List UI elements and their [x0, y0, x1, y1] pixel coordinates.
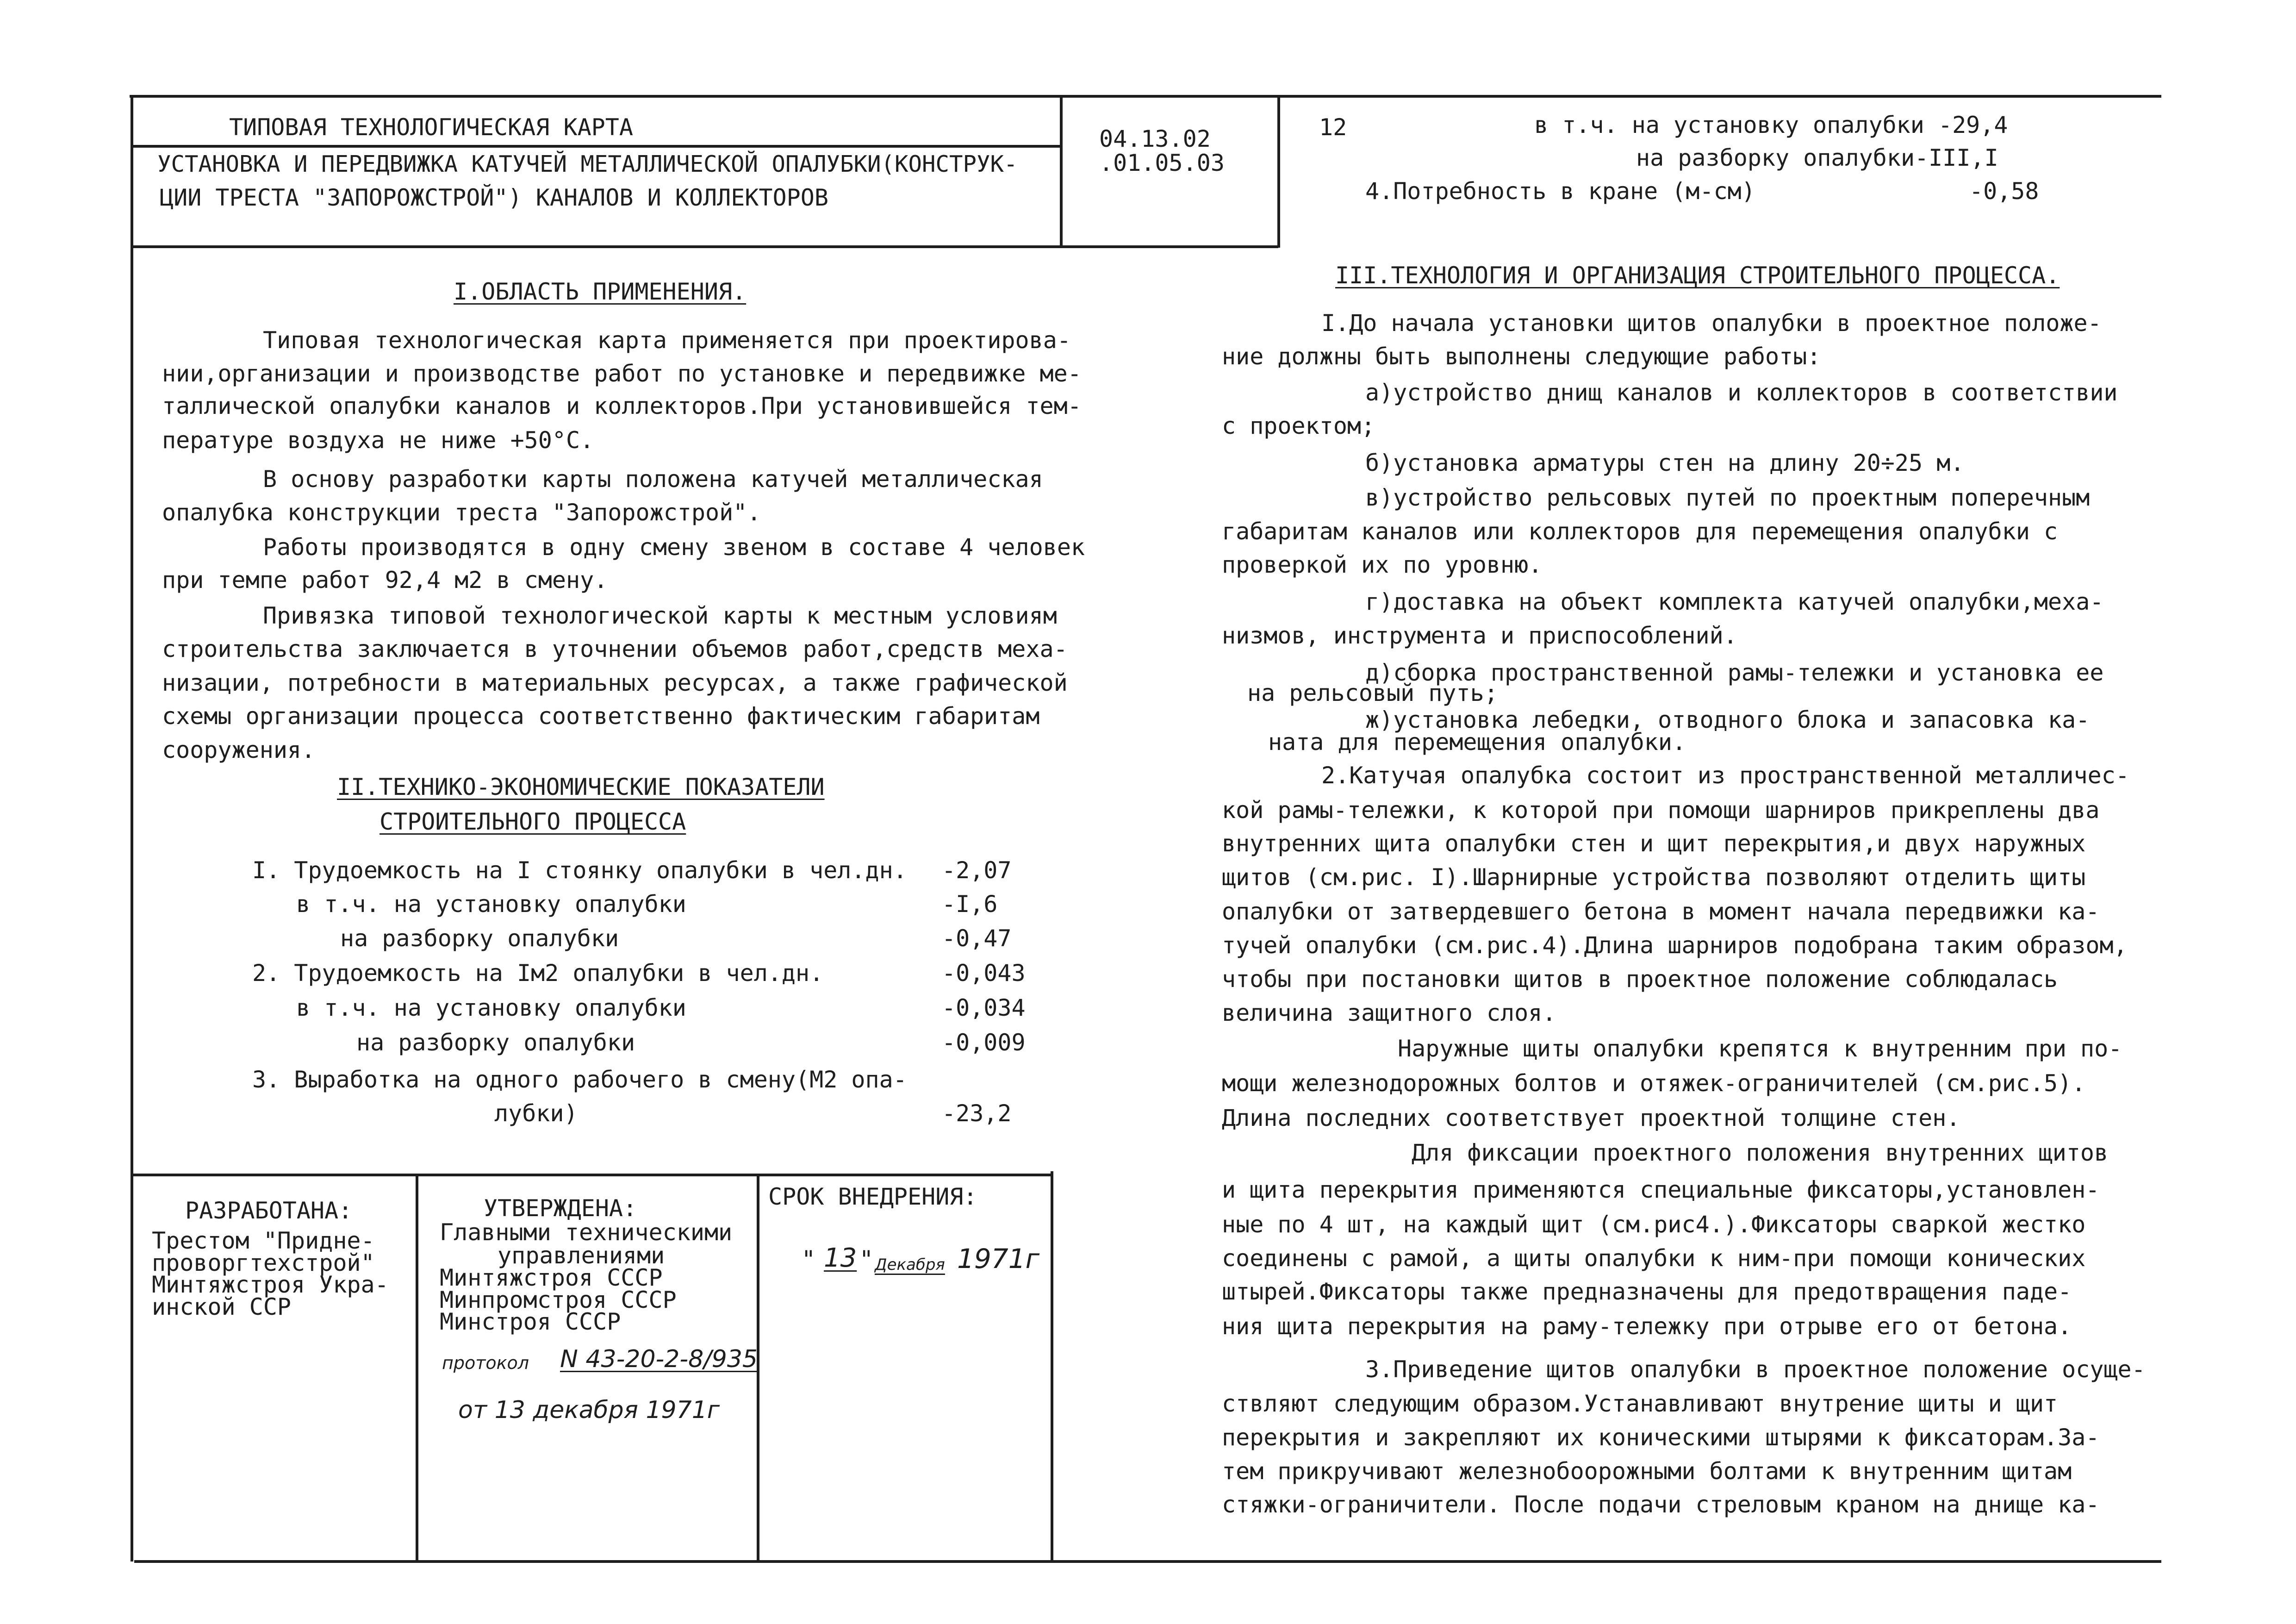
frame-left-line — [131, 95, 133, 1562]
title-line-3: ЦИИ ТРЕСТА "ЗАПОРОЖСТРОЙ") КАНАЛОВ И КОЛЛЕКТОРОВ — [160, 184, 828, 211]
developed-line: Минтяжстроя Укра- — [152, 1271, 389, 1298]
section-3-line: на рельсовый путь; — [1247, 680, 1498, 706]
section-3-line: ния щита перекрытия на раму-тележку при отрыве его от бетона. — [1222, 1313, 2072, 1340]
indicator-value: -23,2 — [942, 1100, 1012, 1127]
crane-need-label: 4.Потребность в кране (м-см) — [1365, 178, 1755, 205]
footer-divider-1 — [416, 1174, 418, 1562]
indicator-label: I. Трудоемкость на I стоянку опалубки в чел.дн. — [252, 857, 907, 884]
approved-line: управлениями — [498, 1242, 665, 1269]
indicator-value: -2,07 — [942, 857, 1012, 884]
title-line-2: УСТАНОВКА И ПЕРЕДВИЖКА КАТУЧЕЙ МЕТАЛЛИЧЕСКОЙ ОПАЛУБКИ(КОНСТРУК- — [157, 151, 1018, 177]
approved-line: Минтяжстроя СССР — [440, 1264, 663, 1291]
section-3-line: с проектом; — [1222, 412, 1375, 439]
indicator-value: -0,034 — [942, 994, 1026, 1021]
section-2-heading-line-1: II.ТЕХНИКО-ЭКОНОМИЧЕСКИЕ ПОКАЗАТЕЛИ — [337, 774, 825, 800]
section-3-line: Наружные щиты опалубки крепятся к внутренним при по- — [1398, 1035, 2122, 1062]
deadline-month: Декабря — [875, 1255, 945, 1274]
page-number: 12 — [1319, 114, 1347, 141]
developed-line: Трестом "Придне- — [152, 1227, 375, 1254]
section-3-line: опалубки от затвердевшего бетона в момент начала передвижки ка- — [1222, 898, 2100, 925]
section-3-line: штырей.Фиксаторы также предназначены для предотвращения паде- — [1222, 1278, 2072, 1305]
approved-line: Главными техническими — [440, 1219, 733, 1246]
section-1-line: сооружения. — [162, 737, 316, 763]
section-3-line: г)доставка на объект комплекта катучей опалубки,меха- — [1365, 588, 2104, 615]
crane-need-value: -0,58 — [1969, 178, 2039, 205]
section-1-line: таллической опалубки каналов и коллекторов.При установившейся тем- — [162, 393, 1082, 419]
section-3-line: ные по 4 шт, на каждый щит (см.рис4.).Фиксаторы сваркой жестко — [1222, 1211, 2086, 1238]
header-right-line-1: в т.ч. на установку опалубки -29,4 — [1534, 112, 2008, 138]
section-1-line: нии,организации и производстве работ по установке и передвижке ме- — [162, 360, 1082, 387]
developed-line: проворгтехстрой" — [152, 1249, 375, 1276]
section-1-line: схемы организации процесса соответственно фактическим габаритам — [162, 703, 1040, 730]
section-3-line: 2.Катучая опалубка состоит из пространственной металличес- — [1321, 762, 2129, 789]
frame-bottom-line — [134, 1560, 2161, 1563]
indicator-label: 2. Трудоемкость на Iм2 опалубки в чел.дн. — [252, 960, 824, 987]
section-3-line: тучей опалубки (см.рис.4).Длина шарниров подобрана таким образом, — [1222, 932, 2128, 959]
section-3-line: д)сборка пространственной рамы-тележки и установка ее — [1365, 659, 2104, 686]
indicator-label: в т.ч. на установку опалубки — [296, 994, 686, 1021]
section-3-line: ние должны быть выполнены следующие работы: — [1222, 343, 1821, 370]
developed-heading: РАЗРАБОТАНА: — [185, 1197, 353, 1224]
deadline-year: 1971г — [957, 1243, 1040, 1274]
section-3-line: Для фиксации проектного положения внутренних щитов — [1412, 1139, 2109, 1166]
header-code-left-line — [1060, 95, 1063, 248]
section-3-line: мощи железнодорожных болтов и отяжек-ограничителей (см.рис.5). — [1222, 1070, 2086, 1097]
section-3-line: ствляют следующим образом.Устанавливают внутрение щиты и щит — [1222, 1390, 2058, 1417]
section-3-line: габаритам каналов или коллекторов для перемещения опалубки с — [1222, 518, 2058, 545]
section-1-line: В основу разработки карты положена катучей металлическая — [263, 466, 1043, 493]
protocol-label: протокол — [442, 1353, 529, 1373]
header-divider-line — [131, 145, 1060, 148]
frame-top-line — [130, 95, 2161, 98]
protocol-number: N 43-20-2-8/935 — [560, 1345, 758, 1373]
section-2-heading-line-2: СТРОИТЕЛЬНОГО ПРОЦЕССА — [380, 808, 686, 835]
indicator-label: лубки) — [494, 1100, 578, 1127]
section-3-line: ната для перемещения опалубки. — [1268, 729, 1686, 756]
section-1-line: Привязка типовой технологической карты к местным условиям — [263, 602, 1057, 629]
title-line-1: ТИПОВАЯ ТЕХНОЛОГИЧЕСКАЯ КАРТА — [229, 114, 633, 141]
deadline-quote-open: " — [803, 1246, 814, 1274]
section-3-heading: III.ТЕХНОЛОГИЯ И ОРГАНИЗАЦИЯ СТРОИТЕЛЬНОГО ПРОЦЕССА. — [1335, 262, 2060, 289]
indicator-value: -I,6 — [942, 891, 998, 918]
section-3-line: тем прикручивают железнобоорожными болтами к внутренним щитам — [1222, 1458, 2072, 1485]
section-3-line: кой рамы-тележки, к которой при помощи шарниров прикреплены два — [1222, 797, 2100, 824]
section-1-line: низации, потребности в материальных ресурсах, а также графической — [162, 669, 1068, 696]
section-3-line: стяжки-ограничители. После подачи стреловым краном на днище ка- — [1222, 1491, 2100, 1518]
section-3-line: 3.Приведение щитов опалубки в проектное положение осуще- — [1365, 1356, 2146, 1383]
footer-top-line — [131, 1174, 1053, 1176]
indicator-value: -0,47 — [942, 925, 1012, 952]
section-3-line: чтобы при постановки щитов в проектное положение соблюдалась — [1222, 966, 2058, 993]
developed-line: инской ССР — [152, 1293, 292, 1320]
approved-line: Минстроя СССР — [440, 1308, 621, 1335]
indicator-label: в т.ч. на установку опалубки — [296, 891, 686, 918]
doc-code-line-2: .01.05.03 — [1099, 150, 1225, 176]
indicator-label: 3. Выработка на одного рабочего в смену(М2 опа- — [252, 1066, 907, 1093]
deadline-heading: СРОК ВНЕДРЕНИЯ: — [768, 1183, 977, 1210]
doc-code-line-1: 04.13.02 — [1099, 125, 1211, 152]
indicator-value: -0,009 — [942, 1029, 1026, 1056]
section-3-line: и щита перекрытия применяются специальные фиксаторы,установлен- — [1222, 1176, 2100, 1203]
column-divider-line — [1051, 1171, 1053, 1562]
section-1-line: строительства заключается в уточнении объемов работ,средств меха- — [162, 636, 1068, 662]
section-3-line: I.До начала установки щитов опалубки в проектное положе- — [1321, 310, 2102, 337]
section-1-line: Типовая технологическая карта применяется при проектирова- — [263, 327, 1071, 354]
section-3-line: щитов (см.рис. I).Шарнирные устройства позволяют отделить щиты — [1222, 864, 2086, 891]
deadline-quote-close: " — [861, 1246, 872, 1274]
section-3-line: низмов, инструмента и приспособлений. — [1222, 622, 1737, 649]
section-3-line: соединены с рамой, а щиты опалубки к ним-при помощи конических — [1222, 1245, 2086, 1272]
approved-heading: УТВЕРЖДЕНА: — [484, 1195, 637, 1222]
section-1-heading: I.ОБЛАСТЬ ПРИМЕНЕНИЯ. — [454, 278, 747, 305]
section-3-line: а)устройство днищ каналов и коллекторов в соответствии — [1365, 379, 2118, 406]
indicator-label: на разборку опалубки — [340, 925, 619, 952]
section-3-line: величина защитного слоя. — [1222, 999, 1556, 1026]
section-3-line: проверкой их по уровню. — [1222, 551, 1543, 578]
section-3-line: б)установка арматуры стен на длину 20÷25 м. — [1365, 450, 1965, 476]
section-1-line: пературе воздуха не ниже +50°С. — [162, 427, 594, 454]
section-3-line: Длина последних соответствует проектной толщине стен. — [1222, 1105, 1960, 1131]
section-1-line: при темпе работ 92,4 м2 в смену. — [162, 567, 608, 593]
header-right-line-2: на разборку опалубки-III,I — [1636, 144, 1998, 171]
section-3-line: перекрытия и закрепляют их коническими штырями к фиксаторам.За- — [1222, 1424, 2100, 1451]
header-bottom-line — [131, 245, 1278, 248]
approved-line: Минпромстроя СССР — [440, 1287, 677, 1313]
section-1-line: Работы производятся в одну смену звеном в составе 4 человек — [263, 534, 1085, 561]
indicator-value: -0,043 — [942, 960, 1026, 987]
indicator-label: на разборку опалубки — [356, 1029, 635, 1056]
protocol-date: от 13 декабря 1971г — [458, 1396, 720, 1424]
section-3-line: ж)установка лебедки, отводного блока и запасовка ка- — [1365, 706, 2090, 733]
section-3-line: в)устройство рельсовых путей по проектным поперечным — [1365, 484, 2090, 511]
header-code-right-line — [1277, 95, 1280, 248]
section-1-line: опалубка конструкции треста "Запорожстрой". — [162, 499, 761, 526]
section-3-line: внутренних щита опалубки стен и щит перекрытия,и двух наружных — [1222, 830, 2086, 857]
deadline-day: 13 — [824, 1243, 857, 1273]
